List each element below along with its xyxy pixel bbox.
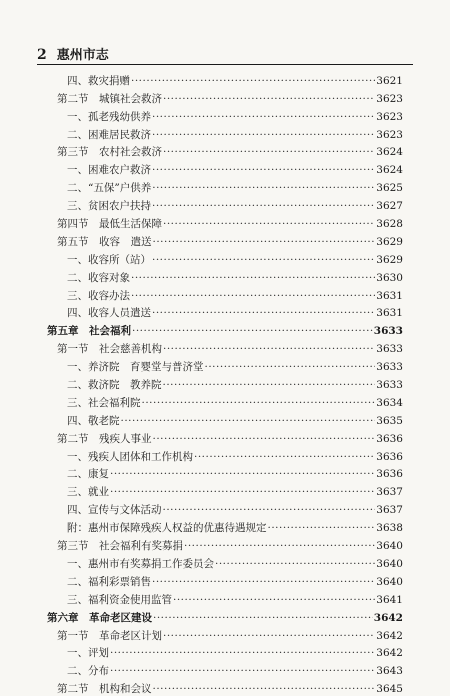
dot-leader xyxy=(163,145,375,159)
toc-entry-label: 第三节 社会福利有奖募捐 xyxy=(57,540,183,553)
dot-leader xyxy=(163,503,376,517)
toc-item xyxy=(47,464,403,482)
toc-entry-label: 四、收容人员遣送 xyxy=(67,307,151,320)
toc-entry-page: 3641 xyxy=(376,593,403,606)
dot-leader xyxy=(205,360,376,374)
toc-entry-page: 3633 xyxy=(376,379,403,392)
toc-item xyxy=(47,499,403,517)
toc-entry-label: 一、孤老残幼供养 xyxy=(67,110,151,123)
dot-leader xyxy=(152,306,375,320)
toc-item xyxy=(47,267,403,285)
toc-entry-label: 四、救灾捐赠 xyxy=(67,74,130,87)
dot-leader xyxy=(152,181,375,195)
toc-item xyxy=(47,106,403,124)
toc-entry-page: 3643 xyxy=(376,665,403,678)
toc-entry-page: 3642 xyxy=(376,629,403,642)
toc-entry-page: 3640 xyxy=(376,557,403,570)
dot-leader xyxy=(110,467,375,481)
running-header xyxy=(37,44,413,64)
toc-item xyxy=(47,571,403,589)
toc-entry-label: 四、敬老院 xyxy=(67,414,120,427)
toc-entry-page: 3623 xyxy=(376,92,403,105)
toc-entry-label: 第二节 机构和会议 xyxy=(57,683,152,696)
dot-leader xyxy=(153,432,376,446)
dot-leader xyxy=(163,342,375,356)
toc-entry-label: 第五节 收容 遣送 xyxy=(57,235,152,248)
toc-entry-label: 第五章 社会福利 xyxy=(47,325,131,338)
toc-section xyxy=(47,625,403,643)
dot-leader xyxy=(131,289,375,303)
toc-entry-label: 第二节 城镇社会救济 xyxy=(57,92,162,105)
toc-entry-page: 3633 xyxy=(376,343,403,356)
toc-entry-page: 3623 xyxy=(376,128,403,141)
toc-entry-page: 3636 xyxy=(376,468,403,481)
dot-leader xyxy=(163,217,375,231)
toc-section xyxy=(47,88,403,106)
toc-entry-page: 3629 xyxy=(376,253,403,266)
dot-leader xyxy=(152,199,375,213)
toc-entry-page: 3623 xyxy=(376,110,403,123)
toc-entry-page: 3621 xyxy=(376,74,403,87)
dot-leader xyxy=(163,378,376,392)
toc-entry-label: 第六章 革命老区建设 xyxy=(47,611,152,624)
toc-entry-page: 3640 xyxy=(376,575,403,588)
toc-entry-label: 一、惠州市有奖募捐工作委员会 xyxy=(67,557,214,570)
toc-item xyxy=(47,195,403,213)
toc-entry-page: 3642 xyxy=(373,611,403,624)
dot-leader xyxy=(110,646,375,660)
toc-entry-label: 二、分布 xyxy=(67,665,109,678)
dot-leader xyxy=(152,110,375,124)
book-title: 惠州市志 xyxy=(56,48,109,63)
toc-entry-page: 3625 xyxy=(376,182,403,195)
toc-entry-page: 3635 xyxy=(376,414,403,427)
dot-leader xyxy=(131,74,375,88)
toc-section xyxy=(47,535,403,553)
toc-entry-page: 3628 xyxy=(376,218,403,231)
dot-leader xyxy=(184,539,375,553)
toc-entry-label: 二、收容对象 xyxy=(67,271,130,284)
toc-entry-label: 第一节 社会慈善机构 xyxy=(57,343,162,356)
toc-item xyxy=(47,553,403,571)
toc-chapter xyxy=(47,320,403,338)
dot-leader xyxy=(121,414,376,428)
toc-entry-page: 3638 xyxy=(376,522,403,535)
toc-entry-page: 3636 xyxy=(376,450,403,463)
toc-entry-label: 一、困难农户救济 xyxy=(67,164,151,177)
toc-entry-page: 3642 xyxy=(376,647,403,660)
dot-leader xyxy=(173,593,375,607)
toc-chapter xyxy=(47,607,403,625)
dot-leader xyxy=(153,682,376,696)
toc-entry-label: 二、救济院 教养院 xyxy=(67,379,162,392)
toc-item xyxy=(47,177,403,195)
dot-leader xyxy=(142,396,376,410)
toc-entry-page: 3630 xyxy=(376,271,403,284)
toc-entry-page: 3640 xyxy=(376,540,403,553)
toc-entry-page: 3624 xyxy=(376,164,403,177)
toc-item xyxy=(47,660,403,678)
toc-entry-page: 3633 xyxy=(376,361,403,374)
toc-item xyxy=(47,643,403,661)
toc-entry-label: 二、“五保”户供养 xyxy=(67,182,152,195)
toc-section xyxy=(47,213,403,231)
toc-item xyxy=(47,446,403,464)
toc-entry-label: 第一节 革命老区计划 xyxy=(57,629,162,642)
toc-entry-label: 二、困难居民救济 xyxy=(67,128,151,141)
toc-entry-label: 第三节 农村社会救济 xyxy=(57,146,162,159)
toc-item xyxy=(47,481,403,499)
toc-entry-label: 三、收容办法 xyxy=(67,289,130,302)
toc-entry-page: 3634 xyxy=(376,396,403,409)
dot-leader xyxy=(110,485,375,499)
toc-item xyxy=(47,285,403,303)
dot-leader xyxy=(152,253,375,267)
toc-entry-page: 3631 xyxy=(376,307,403,320)
dot-leader xyxy=(153,611,373,625)
toc-entry-page: 3633 xyxy=(373,325,403,338)
toc-item xyxy=(47,159,403,177)
dot-leader xyxy=(215,557,375,571)
dot-leader xyxy=(152,575,375,589)
toc-entry-page: 3645 xyxy=(376,683,403,696)
toc-section xyxy=(47,678,403,696)
toc-item xyxy=(47,303,403,321)
toc-section xyxy=(47,338,403,356)
dot-leader xyxy=(131,271,375,285)
toc-item xyxy=(47,517,403,535)
toc-entry-label: 一、收容所（站） xyxy=(67,253,151,266)
toc-item xyxy=(47,410,403,428)
dot-leader xyxy=(110,664,375,678)
toc-item xyxy=(47,70,403,88)
toc-entry-label: 一、养济院 育婴堂与普济堂 xyxy=(67,361,204,374)
toc-entry-label: 第二节 残疾人事业 xyxy=(57,432,152,445)
dot-leader xyxy=(268,521,376,535)
toc-entry-label: 附：惠州市保障残疾人权益的优惠待遇规定 xyxy=(67,522,267,535)
toc-entry-label: 第四节 最低生活保障 xyxy=(57,218,162,231)
page-number: 2 xyxy=(37,47,47,63)
toc-entry-page: 3636 xyxy=(376,432,403,445)
toc-entry-label: 一、评划 xyxy=(67,647,109,660)
toc-section xyxy=(47,142,403,160)
toc-entry-page: 3629 xyxy=(376,235,403,248)
dot-leader xyxy=(153,235,376,249)
toc-entry-label: 三、福利资金使用监管 xyxy=(67,593,172,606)
toc-entry-page: 3627 xyxy=(376,200,403,213)
dot-leader xyxy=(194,450,375,464)
dot-leader xyxy=(152,128,375,142)
toc-entry-label: 四、宣传与文体活动 xyxy=(67,504,162,517)
toc-entry-label: 三、就业 xyxy=(67,486,109,499)
toc-entry-label: 一、残疾人团体和工作机构 xyxy=(67,450,193,463)
toc-entry-page: 3624 xyxy=(376,146,403,159)
toc-item xyxy=(47,249,403,267)
toc-entry-label: 二、福利彩票销售 xyxy=(67,575,151,588)
dot-leader xyxy=(163,92,375,106)
toc-item xyxy=(47,356,403,374)
header-rule xyxy=(37,64,413,65)
table-of-contents xyxy=(47,70,403,696)
toc-item xyxy=(47,392,403,410)
toc-entry-label: 二、康复 xyxy=(67,468,109,481)
toc-item xyxy=(47,589,403,607)
toc-item xyxy=(47,124,403,142)
toc-entry-label: 三、贫困农户扶持 xyxy=(67,200,151,213)
dot-leader xyxy=(152,163,375,177)
toc-entry-label: 三、社会福利院 xyxy=(67,396,141,409)
toc-section xyxy=(47,428,403,446)
toc-section xyxy=(47,231,403,249)
dot-leader xyxy=(132,324,373,338)
toc-entry-page: 3637 xyxy=(376,486,403,499)
toc-item xyxy=(47,374,403,392)
toc-entry-page: 3637 xyxy=(376,504,403,517)
dot-leader xyxy=(163,629,375,643)
toc-entry-page: 3631 xyxy=(376,289,403,302)
